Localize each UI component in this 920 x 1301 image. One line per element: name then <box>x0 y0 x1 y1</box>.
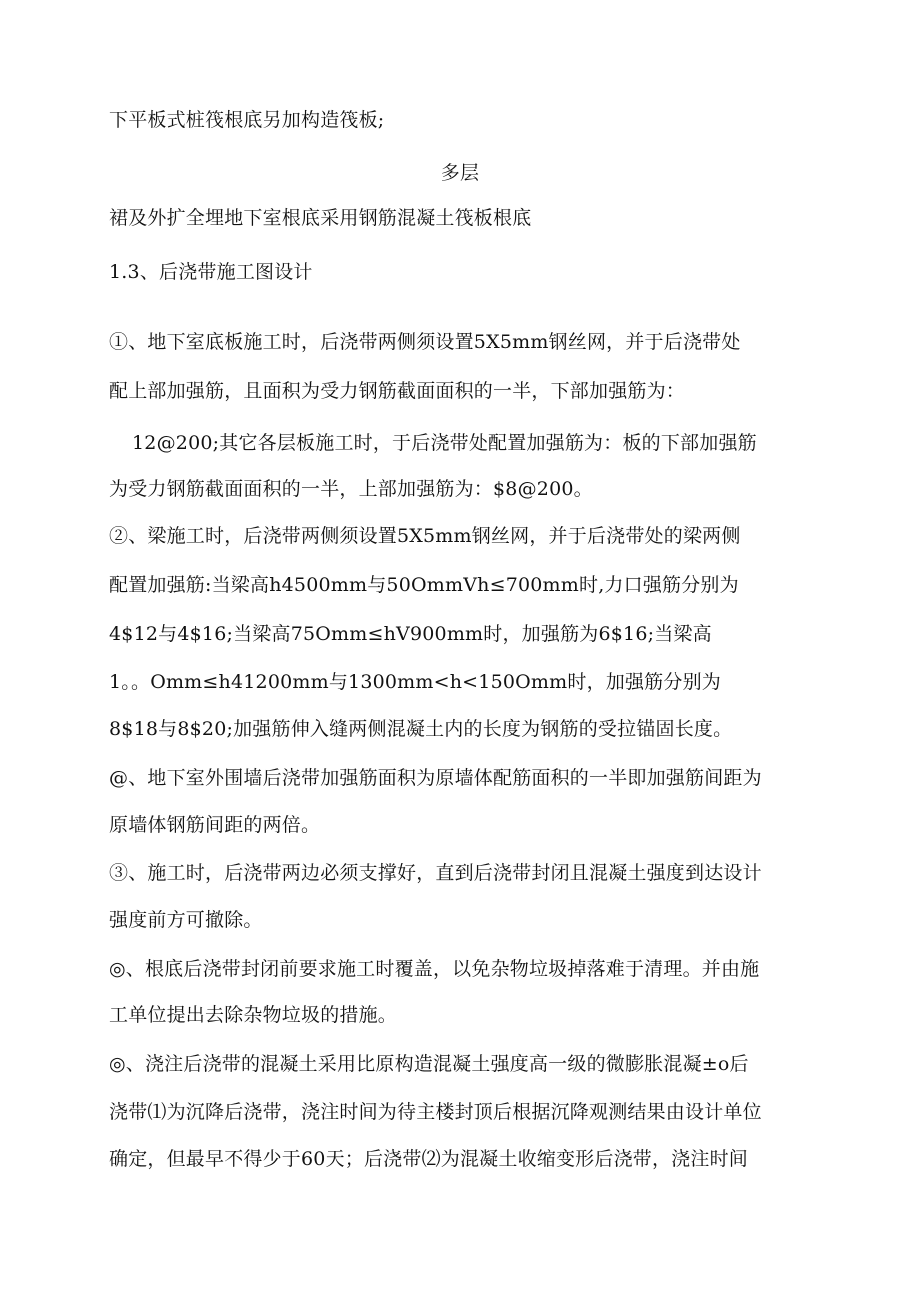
text-line-12: 1。。Omm≤h41200mm与1300mm<h<150Omm时，加强筋分别为 <box>109 671 721 693</box>
text-line-14: @、地下室外围墙后浇带加强筋面积为原墙体配筋面积的一半即加强筋间距为 <box>109 767 762 789</box>
text-line-11: 4$12与4$16;当梁高75Omm≤hV900mm时，加强筋为6$16;当梁高 <box>109 623 712 645</box>
text-line-9: ②、梁施工时，后浇带两侧须设置5X5mm钢丝网，并于后浇带处的梁两侧 <box>109 525 741 547</box>
text-line-17: 强度前方可撤除。 <box>109 909 263 931</box>
text-line-19: 工单位提出去除杂物垃圾的措施。 <box>109 1004 398 1026</box>
text-line-7: 12@200;其它各层板施工时，于后浇带处配置加强筋为：板的下部加强筋 <box>132 432 757 454</box>
text-line-2-centered: 多层 <box>440 162 480 184</box>
text-line-1: 下平板式桩筏根底另加构造筏板; <box>109 109 385 131</box>
text-line-18: ◎、根底后浇带封闭前要求施工时覆盖，以免杂物垃圾掉落难于清理。并由施 <box>109 958 760 980</box>
text-line-15: 原墙体钢筋间距的两倍。 <box>109 814 321 836</box>
text-line-8: 为受力钢筋截面面积的一半，上部加强筋为：$8@200。 <box>109 478 593 500</box>
text-line-5: ①、地下室底板施工时，后浇带两侧须设置5X5mm钢丝网，并于后浇带处 <box>109 331 741 353</box>
text-line-16: ③、施工时，后浇带两边必须支撑好，直到后浇带封闭且混凝土强度到达设计 <box>109 862 762 884</box>
section-heading: 1.3、后浇带施工图设计 <box>109 261 313 283</box>
text-line-10: 配置加强筋:当梁高h4500mm与50OmmVh≤700mm时,力口强筋分别为 <box>109 574 739 596</box>
text-line-21: 浇带⑴为沉降后浇带，浇注时间为待主楼封顶后根据沉降观测结果由设计单位 <box>109 1101 762 1123</box>
text-line-20: ◎、浇注后浇带的混凝土采用比原构造混凝土强度高一级的微膨胀混凝±o后 <box>109 1053 749 1075</box>
text-line-3: 裙及外扩全埋地下室根底采用钢筋混凝土筏板根底 <box>109 207 532 229</box>
text-line-13: 8$18与8$20;加强筋伸入缝两侧混凝土内的长度为钢筋的受拉锚固长度。 <box>109 718 733 740</box>
text-line-22: 确定，但最早不得少于60天；后浇带⑵为混凝土收缩变形后浇带，浇注时间 <box>109 1148 748 1170</box>
text-line-6: 配上部加强筋，且面积为受力钢筋截面面积的一半，下部加强筋为： <box>109 380 686 402</box>
